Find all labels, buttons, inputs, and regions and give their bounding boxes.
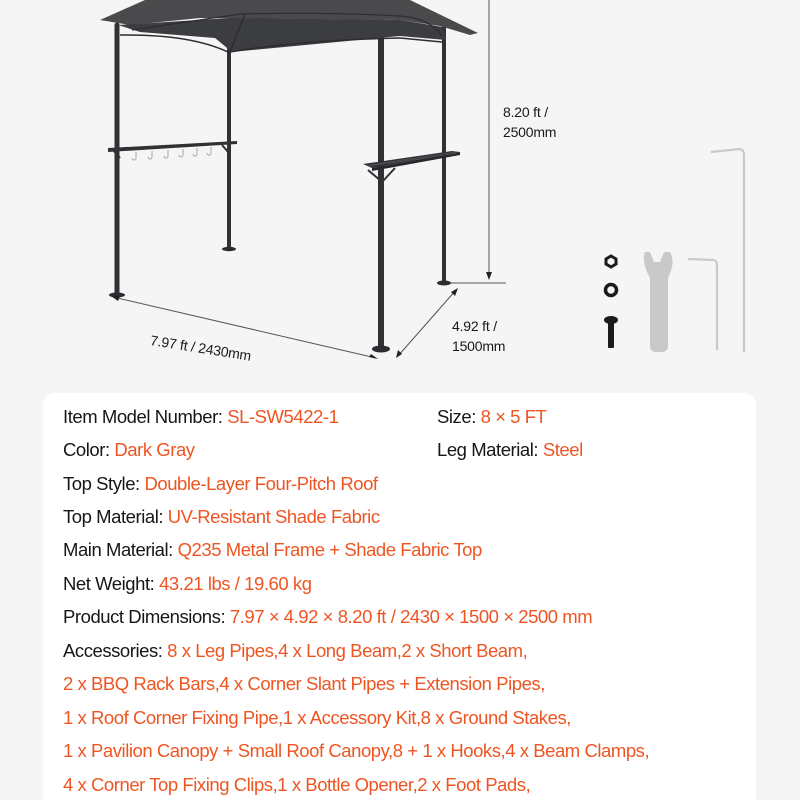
spec-leg-material (437, 438, 583, 462)
spec-label: Color: (63, 439, 110, 460)
nut-icon (606, 256, 616, 267)
depth-dimension-mm: 1500mm (452, 338, 506, 354)
spec-value: 1 x Roof Corner Fixing Pipe,1 x Accessory Kit,8 x Ground Stakes, (63, 707, 571, 728)
spec-label: Top Material: (63, 506, 164, 527)
height-dimension-ft: 8.20 ft / (503, 104, 548, 120)
spec-top-material (63, 505, 380, 529)
spec-value: UV-Resistant Shade Fabric (167, 506, 380, 527)
product-illustration (0, 0, 800, 392)
depth-dimension-ft: 4.92 ft / (452, 318, 497, 334)
left-bbq-shelf (108, 141, 237, 160)
canopy (100, 0, 478, 52)
spec-model-number (63, 405, 338, 429)
spec-accessories-line-5 (63, 773, 530, 797)
spec-value: 7.97 × 4.92 × 8.20 ft / 2430 × 1500 × 2500 mm (229, 606, 593, 627)
accessory-kit (604, 149, 744, 352)
spec-value: Dark Gray (114, 439, 195, 460)
spec-value: 4 x Corner Top Fixing Clips,1 x Bottle Opener,2 x Foot Pads, (63, 774, 531, 795)
specifications-card (43, 393, 756, 800)
spec-value: SL-SW5422-1 (227, 406, 339, 427)
spec-color (63, 438, 195, 462)
spec-value: Double-Layer Four-Pitch Roof (144, 473, 378, 494)
wrench-icon (644, 252, 673, 352)
spec-label: Net Weight: (63, 573, 155, 594)
spec-accessories-line-4 (63, 739, 649, 763)
spec-label: Product Dimensions: (63, 606, 226, 627)
spec-label: Top Style: (63, 473, 140, 494)
spec-value: 1 x Pavilion Canopy + Small Roof Canopy,8 + 1 x Hooks,4 x Beam Clamps, (63, 740, 650, 761)
spec-value: 43.21 lbs / 19.60 kg (159, 573, 312, 594)
spec-label: Leg Material: (437, 439, 539, 460)
gazebo-drawing (0, 0, 800, 392)
spec-net-weight (63, 572, 312, 596)
depth-dimension-label (452, 316, 505, 356)
width-dimension-label: 7.97 ft / 2430mm (149, 331, 253, 364)
spec-label: Accessories: (63, 640, 163, 661)
spec-accessories-line-3 (63, 706, 571, 730)
spec-label: Main Material: (63, 539, 173, 560)
height-dimension-label (503, 102, 556, 142)
short-hex-key-icon (688, 259, 717, 350)
spec-main-material (63, 538, 482, 562)
spec-size (437, 405, 546, 429)
dimension-lines (111, 0, 506, 359)
height-dimension-mm: 2500mm (503, 124, 557, 140)
gazebo-frame (117, 0, 444, 349)
spec-label: Size: (437, 406, 476, 427)
spec-value: Q235 Metal Frame + Shade Fabric Top (177, 539, 482, 560)
spec-product-dimensions (63, 605, 592, 629)
spec-value: Steel (542, 439, 583, 460)
spec-top-style (63, 472, 378, 496)
spec-value: 2 x BBQ Rack Bars,4 x Corner Slant Pipes + Extension Pipes, (63, 673, 545, 694)
spec-label: Item Model Number: (63, 406, 223, 427)
spec-value: 8 × 5 FT (480, 406, 547, 427)
spec-accessories-line-2 (63, 672, 545, 696)
bolt-icon (604, 316, 618, 348)
spec-accessories (63, 639, 527, 663)
spec-value: 8 x Leg Pipes,4 x Long Beam,2 x Short Beam, (167, 640, 528, 661)
washer-icon (606, 285, 617, 296)
